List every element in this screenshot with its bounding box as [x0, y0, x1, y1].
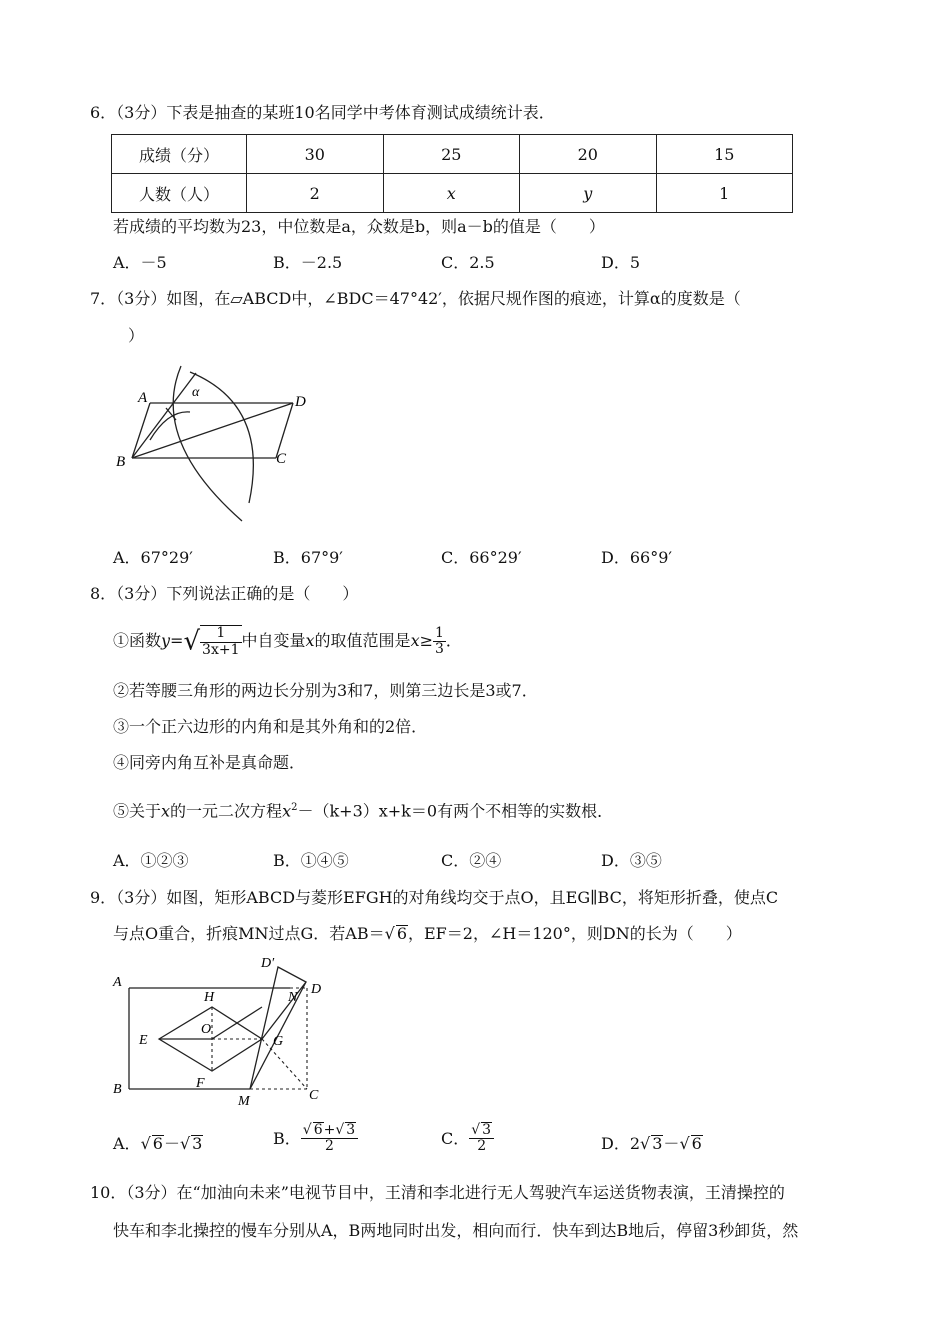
- coefficient: 2: [629, 1134, 641, 1153]
- label-c: C: [309, 1088, 319, 1103]
- radicand: 6: [691, 1134, 702, 1153]
- q9-option-a: [113, 1135, 203, 1152]
- q6-option-a: A．－5: [113, 253, 167, 272]
- statement-text: 有两个不相等的实数根．: [437, 801, 614, 821]
- label-g: G: [273, 1034, 284, 1049]
- sqrt-sign-icon: √: [183, 626, 201, 657]
- q8-statement-5: [113, 803, 613, 819]
- q9-option-c: [441, 1122, 494, 1155]
- table-header-cell: 人数（人）: [112, 174, 247, 213]
- folded-part: [250, 967, 306, 1089]
- math-var: x: [410, 631, 420, 650]
- sqrt-sign-icon: √: [384, 924, 395, 943]
- q9-option-d: [601, 1135, 703, 1152]
- table-cell: 15: [656, 135, 793, 174]
- q8-option-a: A．①②③: [113, 851, 189, 870]
- q6-option-d: D．5: [601, 253, 641, 272]
- radicand: 3: [192, 1134, 203, 1153]
- fraction: [200, 625, 241, 658]
- math-var: y=: [161, 631, 184, 650]
- q10-line-2: 快车和李北操控的慢车分别从A，B两地同时出发，相向而行．快车到达B地后，停留3秒卸货，然: [113, 1221, 799, 1240]
- label-e: E: [139, 1033, 148, 1048]
- option-label: D．: [601, 1134, 630, 1153]
- q6-text: 若成绩的平均数为23，中位数是a，众数是b，则a－b的值是（ ）: [113, 217, 605, 236]
- fraction-denominator: 2: [477, 1138, 487, 1155]
- q7-option-c: C．66°29′: [441, 548, 522, 567]
- math-var: x: [161, 801, 171, 821]
- q8-option-b: B．①④⑤: [273, 851, 349, 870]
- fraction: [469, 1122, 494, 1155]
- label-b: B: [113, 1082, 122, 1097]
- statement-text: 与点O重合，折痕MN过点G．若AB＝: [113, 924, 385, 943]
- table-header-cell: 成绩（分）: [112, 135, 247, 174]
- q9-line-1: 9．（3分）如图，矩形ABCD与菱形EFGH的对角线均交于点O，且EG∥BC，将矩形折叠，使点C: [90, 888, 779, 907]
- q8-statement-1: [113, 620, 462, 663]
- label-c: C: [276, 451, 287, 467]
- sqrt-sign-icon: √: [679, 1134, 690, 1153]
- q6-score-table: [111, 134, 793, 213]
- label-m: M: [238, 1094, 250, 1109]
- math-exponent: 2: [291, 802, 298, 813]
- cd-line: [276, 403, 293, 458]
- label-f: F: [196, 1076, 205, 1091]
- sqrt-sign-icon: √: [640, 1134, 651, 1153]
- q8-statement-2: ②若等腰三角形的两边长分别为3和7，则第三边长是3或7．: [113, 681, 538, 700]
- q8-statement-4: ④同旁内角互补是真命题．: [113, 753, 306, 772]
- q9-line-2: [113, 925, 742, 942]
- statement-text: ，EF＝2，∠H＝120°，则DN的长为（ ）: [408, 924, 742, 943]
- label-b: B: [116, 454, 126, 470]
- statement-text: 的取值范围是: [314, 631, 411, 650]
- fraction: [301, 1122, 358, 1155]
- fraction-denominator: 3x+1: [202, 641, 240, 658]
- construction-arc: [190, 372, 253, 503]
- q6-option-b: B．－2.5: [273, 253, 343, 272]
- option-label: A．: [113, 1134, 141, 1153]
- math-symbol: －: [163, 1134, 180, 1153]
- label-d: D: [295, 394, 306, 410]
- table-cell: 25: [383, 135, 520, 174]
- table-row: [112, 135, 793, 174]
- q7-header: 7．（3分）如图，在▱ABCD中，∠BDC＝47°42′，依据尺规作图的痕迹，计算α的度数是（: [90, 289, 741, 308]
- q8-option-d: D．③⑤: [601, 851, 662, 870]
- fraction-numerator: [301, 1122, 358, 1139]
- fraction-denominator: 3: [435, 641, 444, 657]
- label-h: H: [204, 990, 215, 1005]
- statement-text: ．: [445, 631, 462, 650]
- ab-line: [132, 403, 150, 458]
- radicand: 6: [396, 924, 407, 943]
- sqrt-sign-icon: √: [335, 1122, 345, 1138]
- statement-text: 的一元二次方程: [170, 801, 283, 821]
- label-d-prime: D′: [261, 956, 275, 971]
- math-var: x: [282, 801, 292, 821]
- sqrt-sign-icon: √: [140, 1134, 151, 1153]
- label-n: N: [288, 990, 298, 1005]
- q7-figure: [110, 360, 320, 525]
- sqrt-sign-icon: √: [302, 1122, 312, 1138]
- table-cell: 2: [247, 174, 384, 213]
- radicand: 3: [652, 1134, 663, 1153]
- construction-tick: [166, 408, 176, 420]
- table-cell: 20: [520, 135, 657, 174]
- math-symbol: －: [663, 1134, 680, 1153]
- q8-statement-3: ③一个正六边形的内角和是其外角和的2倍．: [113, 717, 428, 736]
- statement-text: ⑤关于: [113, 801, 162, 821]
- math-symbol: +: [323, 1122, 336, 1138]
- q8-header: 8．（3分）下列说法正确的是（ ）: [90, 584, 359, 603]
- statement-text: 中自变量: [241, 631, 306, 650]
- label-a: A: [113, 975, 122, 990]
- radicand: 3: [346, 1122, 356, 1138]
- fraction-numerator: [469, 1122, 494, 1139]
- line-gc-dashed: [262, 1039, 307, 1089]
- sqrt-sign-icon: √: [179, 1134, 191, 1153]
- q9-option-b: [273, 1122, 358, 1155]
- option-label: B．: [273, 1128, 301, 1148]
- q7-option-b: B．67°9′: [273, 548, 343, 567]
- fraction-denominator: 2: [325, 1138, 334, 1155]
- q7-option-d: D．66°9′: [601, 548, 673, 567]
- statement-text: ①函数: [113, 631, 162, 650]
- bisector-line: [132, 373, 196, 458]
- radicand: 6: [313, 1122, 323, 1138]
- table-cell: 30: [247, 135, 384, 174]
- table-cell: 1: [656, 174, 793, 213]
- label-a: A: [138, 390, 148, 406]
- q6-option-c: C．2.5: [441, 253, 495, 272]
- label-o: O: [201, 1022, 212, 1037]
- q9-figure: [108, 952, 338, 1112]
- fraction: [433, 626, 446, 658]
- q6-header: 6．（3分）下表是抽查的某班10名同学中考体育测试成绩统计表．: [90, 103, 555, 122]
- fraction-numerator: 1: [435, 624, 444, 641]
- label-alpha: α: [192, 385, 200, 400]
- q7-option-a: A．67°29′: [113, 548, 193, 567]
- label-d: D: [311, 982, 322, 997]
- q10-line-1: 10．（3分）在“加油向未来”电视节目中，王清和李北进行无人驾驶汽车运送货物表演，王清操控的: [90, 1183, 785, 1202]
- math-var: x: [305, 631, 315, 650]
- option-label: C．: [441, 1128, 470, 1148]
- fraction-numerator: 1: [200, 626, 241, 642]
- q8-option-c: C．②④: [441, 851, 502, 870]
- math-expression: －（k+3）x+k＝0: [297, 801, 438, 821]
- q7-header-cont: ）: [128, 326, 145, 345]
- math-symbol: ≥: [419, 631, 433, 650]
- table-cell: y: [520, 174, 657, 213]
- table-row: [112, 174, 793, 213]
- radicand: 3: [482, 1122, 492, 1138]
- sqrt-sign-icon: √: [471, 1122, 481, 1138]
- radicand: 6: [152, 1134, 163, 1153]
- table-cell: x: [383, 174, 520, 213]
